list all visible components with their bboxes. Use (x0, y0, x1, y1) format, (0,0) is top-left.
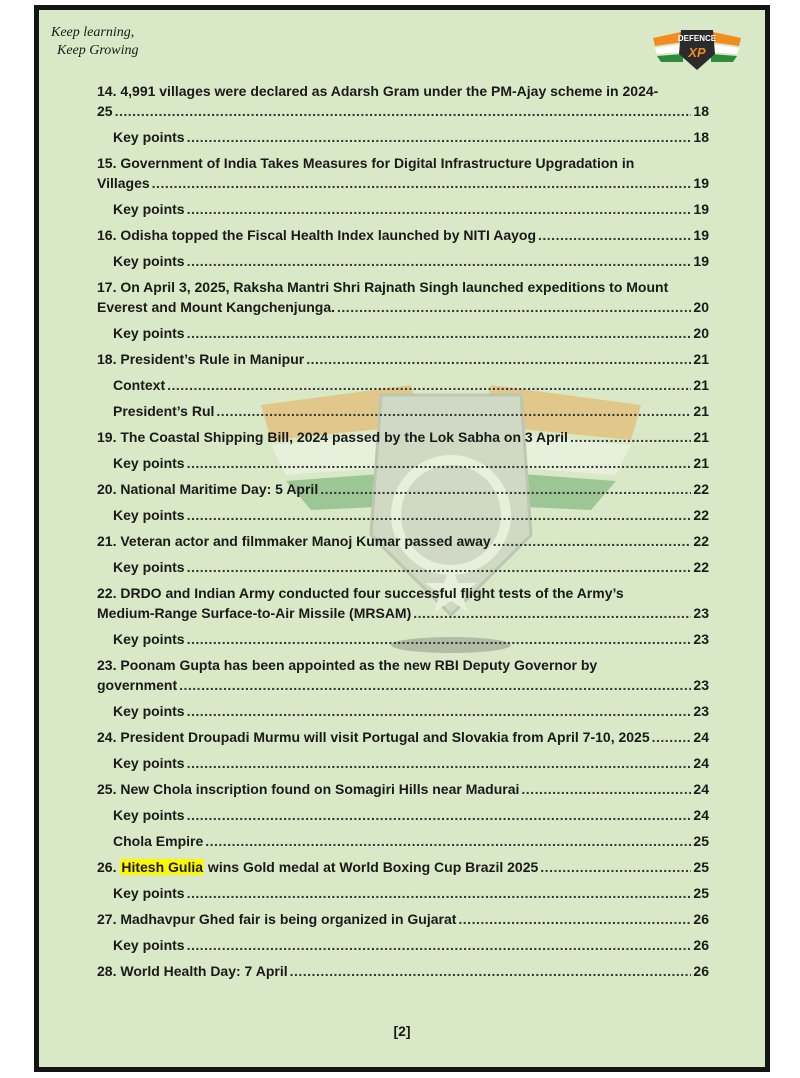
dot-leader (538, 225, 691, 245)
toc-entry-title: government (97, 677, 178, 693)
dot-leader (115, 101, 691, 121)
dot-leader (652, 727, 691, 747)
toc-page-number: 22 (693, 559, 709, 575)
toc-subentry[interactable] (97, 805, 709, 825)
toc-entry-title: Key points (113, 325, 185, 341)
toc-entry-title: Key points (113, 755, 185, 771)
toc-entry-title: 19. The Coastal Shipping Bill, 2024 passed by the Lok Sabha on 3 April (97, 429, 568, 445)
toc-page-number: 24 (693, 755, 709, 771)
toc-page-number: 25 (693, 885, 709, 901)
toc-page-number: 26 (693, 937, 709, 953)
toc-entry-title: Key points (113, 201, 185, 217)
toc-subentry[interactable] (97, 323, 709, 343)
toc-page-number: 22 (693, 507, 709, 523)
toc-page-number: 22 (693, 533, 709, 549)
dot-leader (187, 505, 691, 525)
toc-entry[interactable] (97, 583, 709, 623)
toc-page-number: 19 (693, 227, 709, 243)
dot-leader (179, 675, 691, 695)
toc-subentry[interactable] (97, 883, 709, 903)
dot-leader (187, 557, 691, 577)
toc-entry[interactable] (97, 153, 709, 193)
toc-page-number: 18 (693, 103, 709, 119)
dot-leader (290, 961, 691, 981)
toc-entry-title: Key points (113, 937, 185, 953)
toc-entry-title: Key points (113, 129, 185, 145)
toc-page-number: 18 (693, 129, 709, 145)
dot-leader (152, 173, 691, 193)
dot-leader (187, 251, 691, 271)
dot-leader (187, 753, 691, 773)
dot-leader (413, 603, 691, 623)
toc-entry-title: 22. DRDO and Indian Army conducted four successful flight tests of the Army’s (97, 585, 624, 601)
toc-entry-title: 25 (97, 103, 113, 119)
toc-entry[interactable] (97, 479, 709, 499)
toc-page-number: 19 (693, 175, 709, 191)
dot-leader (167, 375, 691, 395)
defence-xp-logo (651, 24, 743, 74)
toc-page-number: 24 (693, 729, 709, 745)
toc-entry-title: Key points (113, 807, 185, 823)
toc-page-number: 21 (693, 429, 709, 445)
toc-entry-title: Key points (113, 253, 185, 269)
toc-subentry[interactable] (97, 127, 709, 147)
dot-leader (187, 805, 691, 825)
toc-page-number: 22 (693, 481, 709, 497)
toc-entry-title: Key points (113, 703, 185, 719)
dot-leader (306, 349, 691, 369)
dot-leader (187, 629, 691, 649)
dot-leader (187, 935, 691, 955)
toc-entry-title: Medium-Range Surface-to-Air Missile (MRSAM) (97, 605, 412, 621)
dot-leader (187, 323, 691, 343)
toc-entry-title: 24. President Droupadi Murmu will visit Portugal and Slovakia from April 7-10, 2025 (97, 729, 650, 745)
toc-subentry[interactable] (97, 701, 709, 721)
toc-entry-title: Key points (113, 885, 185, 901)
toc-entry-title (97, 857, 538, 877)
toc-entry-title: 17. On April 3, 2025, Raksha Mantri Shri Rajnath Singh launched expeditions to Mount (97, 279, 669, 295)
toc-entry-title: 15. Government of India Takes Measures for Digital Infrastructure Upgradation in (97, 155, 635, 171)
toc-entry-title: 20. National Maritime Day: 5 April (97, 481, 319, 497)
toc-entry-title: Key points (113, 631, 185, 647)
toc-entry-title: 27. Madhavpur Ghed fair is being organized in Gujarat (97, 911, 457, 927)
dot-leader (187, 883, 691, 903)
toc-entry[interactable] (97, 655, 709, 695)
dot-leader (187, 199, 691, 219)
dot-leader (493, 531, 691, 551)
toc-entry-title: Chola Empire (113, 833, 204, 849)
toc-entry-title: 23. Poonam Gupta has been appointed as the new RBI Deputy Governor by (97, 657, 598, 673)
toc-subentry[interactable] (97, 199, 709, 219)
toc-page-number: 21 (693, 377, 709, 393)
tagline-line-1: Keep learning, (51, 25, 135, 40)
toc-subentry[interactable] (97, 401, 709, 421)
toc-page-number: 21 (693, 351, 709, 367)
toc-entry-title: 28. World Health Day: 7 April (97, 963, 288, 979)
dot-leader (205, 831, 691, 851)
dot-leader (187, 701, 691, 721)
toc-entry[interactable] (97, 81, 709, 121)
toc-subentry[interactable] (97, 753, 709, 773)
toc-entry[interactable] (97, 277, 709, 317)
toc-subentry[interactable] (97, 557, 709, 577)
toc-entry[interactable] (97, 909, 709, 929)
toc-entry-title: 25. New Chola inscription found on Somagiri Hills near Madurai (97, 781, 520, 797)
toc-entry[interactable] (97, 349, 709, 369)
toc-entry-title: Villages (97, 175, 150, 191)
highlighted-name: Hitesh Gulia (121, 859, 204, 875)
toc-entry-title: 14. 4,991 villages were declared as Adarsh Gram under the PM-Ajay scheme in 2024- (97, 83, 659, 99)
toc-page-number: 23 (693, 677, 709, 693)
toc-subentry[interactable] (97, 935, 709, 955)
dot-leader (458, 909, 691, 929)
toc-entry-title: 21. Veteran actor and filmmaker Manoj Kumar passed away (97, 533, 491, 549)
toc-entry-title: 16. Odisha topped the Fiscal Health Index launched by NITI Aayog (97, 227, 537, 243)
toc-page-number: 19 (693, 201, 709, 217)
toc-subentry[interactable] (97, 831, 709, 851)
toc-page-number: 25 (693, 859, 709, 875)
toc-entry-title: Everest and Mount Kangchenjunga. (97, 299, 336, 315)
dot-leader (187, 453, 691, 473)
dot-leader (337, 297, 691, 317)
toc-entry-title: 18. President’s Rule in Manipur (97, 351, 305, 367)
toc-entry-title: Key points (113, 507, 185, 523)
toc-page-number: 23 (693, 631, 709, 647)
toc-entry[interactable] (97, 531, 709, 551)
toc-subentry[interactable] (97, 453, 709, 473)
toc-entry-title: President’s Rul (113, 403, 215, 419)
toc-entry[interactable] (97, 427, 709, 447)
page-number: [2] (393, 1023, 411, 1039)
toc-entry-title: Key points (113, 559, 185, 575)
tagline (51, 24, 139, 60)
toc-page-number: 26 (693, 963, 709, 979)
dot-leader (320, 479, 691, 499)
dot-leader (521, 779, 691, 799)
toc-page-number: 25 (693, 833, 709, 849)
toc-subentry[interactable] (97, 629, 709, 649)
toc-page-number: 23 (693, 703, 709, 719)
dot-leader (570, 427, 691, 447)
dot-leader (187, 127, 691, 147)
tagline-line-2: Keep Growing (57, 43, 139, 58)
toc-entry-title: Context (113, 377, 166, 393)
toc-entry[interactable] (97, 961, 709, 981)
toc-entry[interactable] (97, 727, 709, 747)
toc-page-number: 20 (693, 299, 709, 315)
toc-page-number: 19 (693, 253, 709, 269)
toc-entry[interactable] (97, 225, 709, 245)
document-page (34, 5, 770, 1072)
toc-page-number: 24 (693, 781, 709, 797)
dot-leader (216, 401, 691, 421)
table-of-contents (97, 81, 709, 987)
toc-entry[interactable] (97, 857, 709, 877)
toc-page-number: 26 (693, 911, 709, 927)
toc-subentry[interactable] (97, 251, 709, 271)
toc-entry-title: Key points (113, 455, 185, 471)
dot-leader (540, 857, 691, 877)
toc-entry[interactable] (97, 779, 709, 799)
logo-text-bottom: XP (688, 45, 706, 60)
toc-page-number: 23 (693, 605, 709, 621)
toc-page-number: 20 (693, 325, 709, 341)
toc-subentry[interactable] (97, 375, 709, 395)
toc-page-number: 21 (693, 455, 709, 471)
toc-entry-title-part: wins Gold medal at World Boxing Cup Brazil 2025 (204, 859, 539, 875)
toc-page-number: 21 (693, 403, 709, 419)
logo-text-top: DEFENCE (677, 34, 717, 43)
toc-entry-title-part: 26. (97, 859, 121, 875)
toc-page-number: 24 (693, 807, 709, 823)
toc-subentry[interactable] (97, 505, 709, 525)
